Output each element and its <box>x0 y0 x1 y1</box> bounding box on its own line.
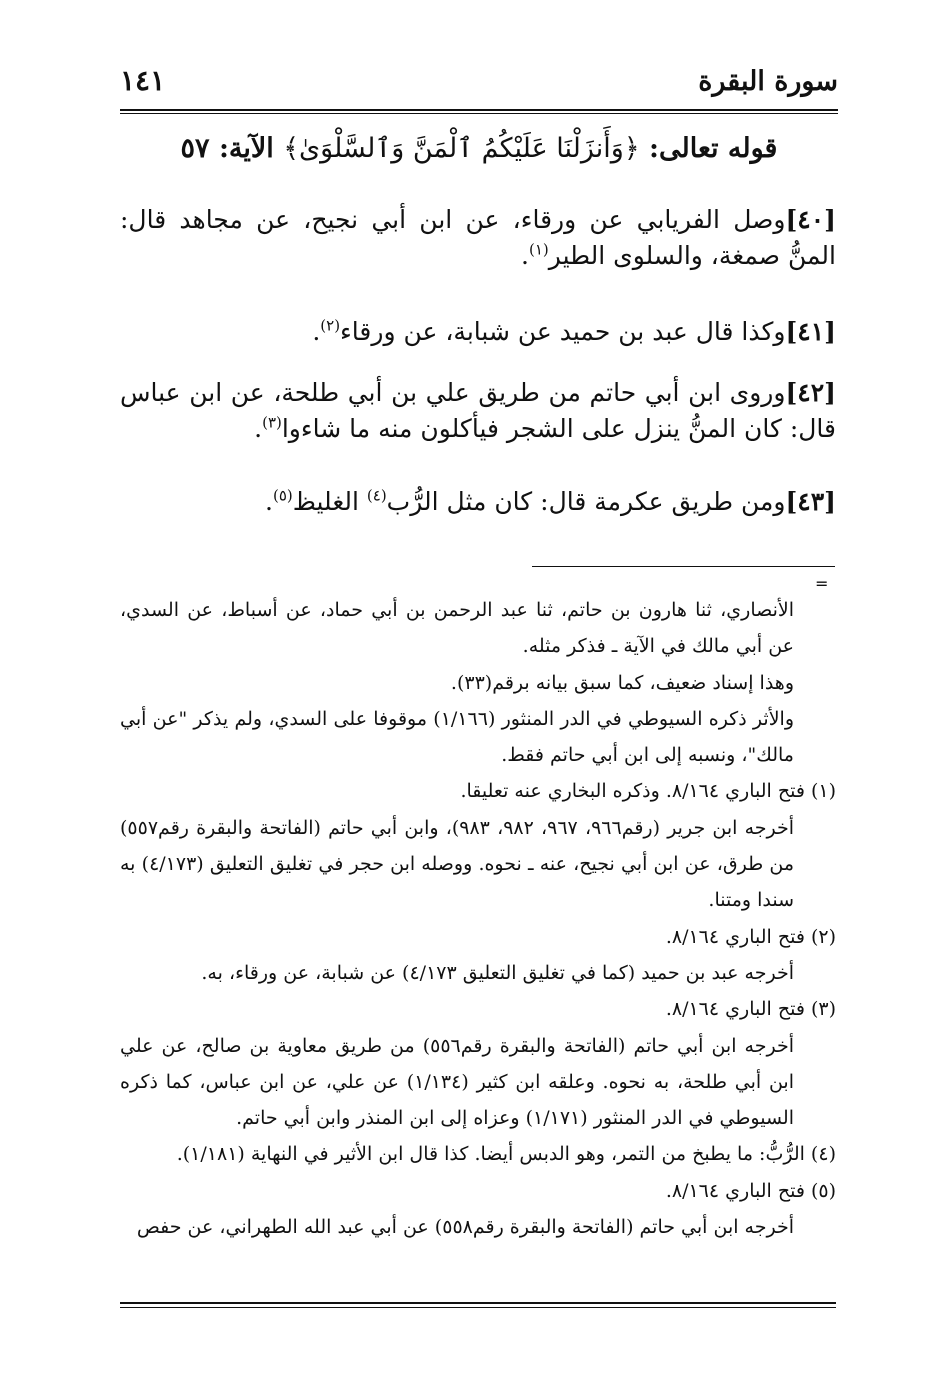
footnote-text: أخرجه عبد بن حميد (كما في تغليق التعليق ٤/١٧٣) عن شبابة، عن ورقاء، به. <box>201 961 794 984</box>
narration-41 <box>120 314 836 350</box>
footer-rule <box>120 1302 836 1304</box>
footnote-ref: (١) <box>529 240 549 259</box>
narration-text: وروى ابن أبي حاتم من طريق علي بن أبي طلحة، عن ابن عباس قال: كان المنُّ ينزل على الشجر فيأكلون منه ما شاءوا <box>120 378 836 444</box>
period: . <box>254 414 263 444</box>
quran-quote: ﴿وَأَنزَلْنَا عَلَيْكُمُ ٱلْمَنَّ وَٱلسَّلْوَىٰ﴾ <box>283 133 640 164</box>
surah-title: سورة البقرة <box>698 66 838 97</box>
narration-text: وكذا قال عبد بن حميد عن شبابة، عن ورقاء <box>340 317 786 346</box>
page-number: ١٤١ <box>120 64 166 97</box>
narration-text: وصل الفريابي عن ورقاء، عن ابن أبي نجيح، عن مجاهد قال: المنُّ صمغة، والسلوى الطير <box>120 205 836 271</box>
footnote-item: (٥) فتح الباري ٨/١٦٤. <box>665 1179 836 1202</box>
footer-rule-thin <box>120 1307 836 1308</box>
header-rule <box>120 109 838 111</box>
footnote-text: أخرجه ابن جرير (رقم٩٦٦، ٩٦٧، ٩٨٢، ٩٨٣)، وابن أبي حاتم (الفاتحة والبقرة رقم٥٥٧) من طرق، عن ابن أبي نجيح، عنه ـ نحوه. ووصله ابن حجر في تغليق التعليق (٤/١٧٣) به سندا ومتنا. <box>120 816 795 912</box>
footnote-item: (١) فتح الباري ٨/١٦٤. وذكره البخاري عنه تعليقا. <box>460 780 836 803</box>
period: . <box>265 487 273 516</box>
header-rule-thin <box>120 113 838 114</box>
narration-40 <box>120 202 836 275</box>
narration-number: [٤١] <box>785 317 836 346</box>
footnote-ref: (٥) <box>272 486 293 505</box>
footnote-separator <box>532 566 835 567</box>
footnote-item: (٤) الرُّبُّ: ما يطبخ من التمر، وهو الدبس أيضا. كذا قال ابن الأثير في النهاية (١/١٨١). <box>176 1143 836 1166</box>
page-header <box>120 62 838 104</box>
narration-42 <box>120 375 836 448</box>
footnote-text: أخرجه ابن أبي حاتم (الفاتحة والبقرة رقم٥٥٨) عن أبي عبد الله الطهراني، عن حفص <box>136 1216 794 1239</box>
footnote-text: والأثر ذكره السيوطي في الدر المنثور (١/١٦٦) موقوفا على السدي، ولم يذكر "عن أبي مالك"، ونسبه إلى ابن أبي حاتم فقط. <box>120 707 794 767</box>
verse-heading-lead: قوله تعالى: <box>649 133 778 164</box>
narration-number: [٤٠] <box>785 205 836 234</box>
verse-heading <box>120 133 838 164</box>
verse-reference: الآية: ٥٧ <box>180 133 274 164</box>
footnotes <box>120 592 836 1245</box>
narration-43 <box>120 484 836 520</box>
narration-text: ومن طريق عكرمة قال: كان مثل الرُّب <box>386 487 786 516</box>
footnote-text: أخرجه ابن أبي حاتم (الفاتحة والبقرة رقم٥٥٦) من طريق معاوية بن صالح، عن علي ابن أبي طلحة، به نحوه. وعلقه ابن كثير (١/١٣٤) عن علي، عن ابن عباس، كما ذكره السيوطي في الدر المنثور (١/١٧١) وعزاه إلى ابن المنذر وابن أبي حاتم. <box>120 1034 794 1130</box>
narration-number: [٤٢] <box>785 378 836 407</box>
footnote-ref: (٢) <box>320 316 341 335</box>
narration-text: الغليظ <box>292 487 367 516</box>
period: . <box>521 241 529 271</box>
footnote-text: وهذا إسناد ضعيف، كما سبق بيانه برقم(٣٣). <box>450 671 794 694</box>
narration-number: [٤٣] <box>785 487 836 516</box>
footnote-ref: (٤) <box>366 486 387 505</box>
footnote-text: الأنصاري، ثنا هارون بن حاتم، ثنا عبد الرحمن بن أبي حماد، عن أسباط، عن السدي، عن أبي مالك في الآية ـ فذكر مثله. <box>120 599 794 658</box>
period: . <box>312 317 321 346</box>
footnote-ref: (٣) <box>262 413 282 432</box>
footnote-item: (٢) فتح الباري ٨/١٦٤. <box>665 925 836 948</box>
continuation-mark: = <box>815 574 829 593</box>
footnote-item: (٣) فتح الباري ٨/١٦٤. <box>665 998 836 1021</box>
